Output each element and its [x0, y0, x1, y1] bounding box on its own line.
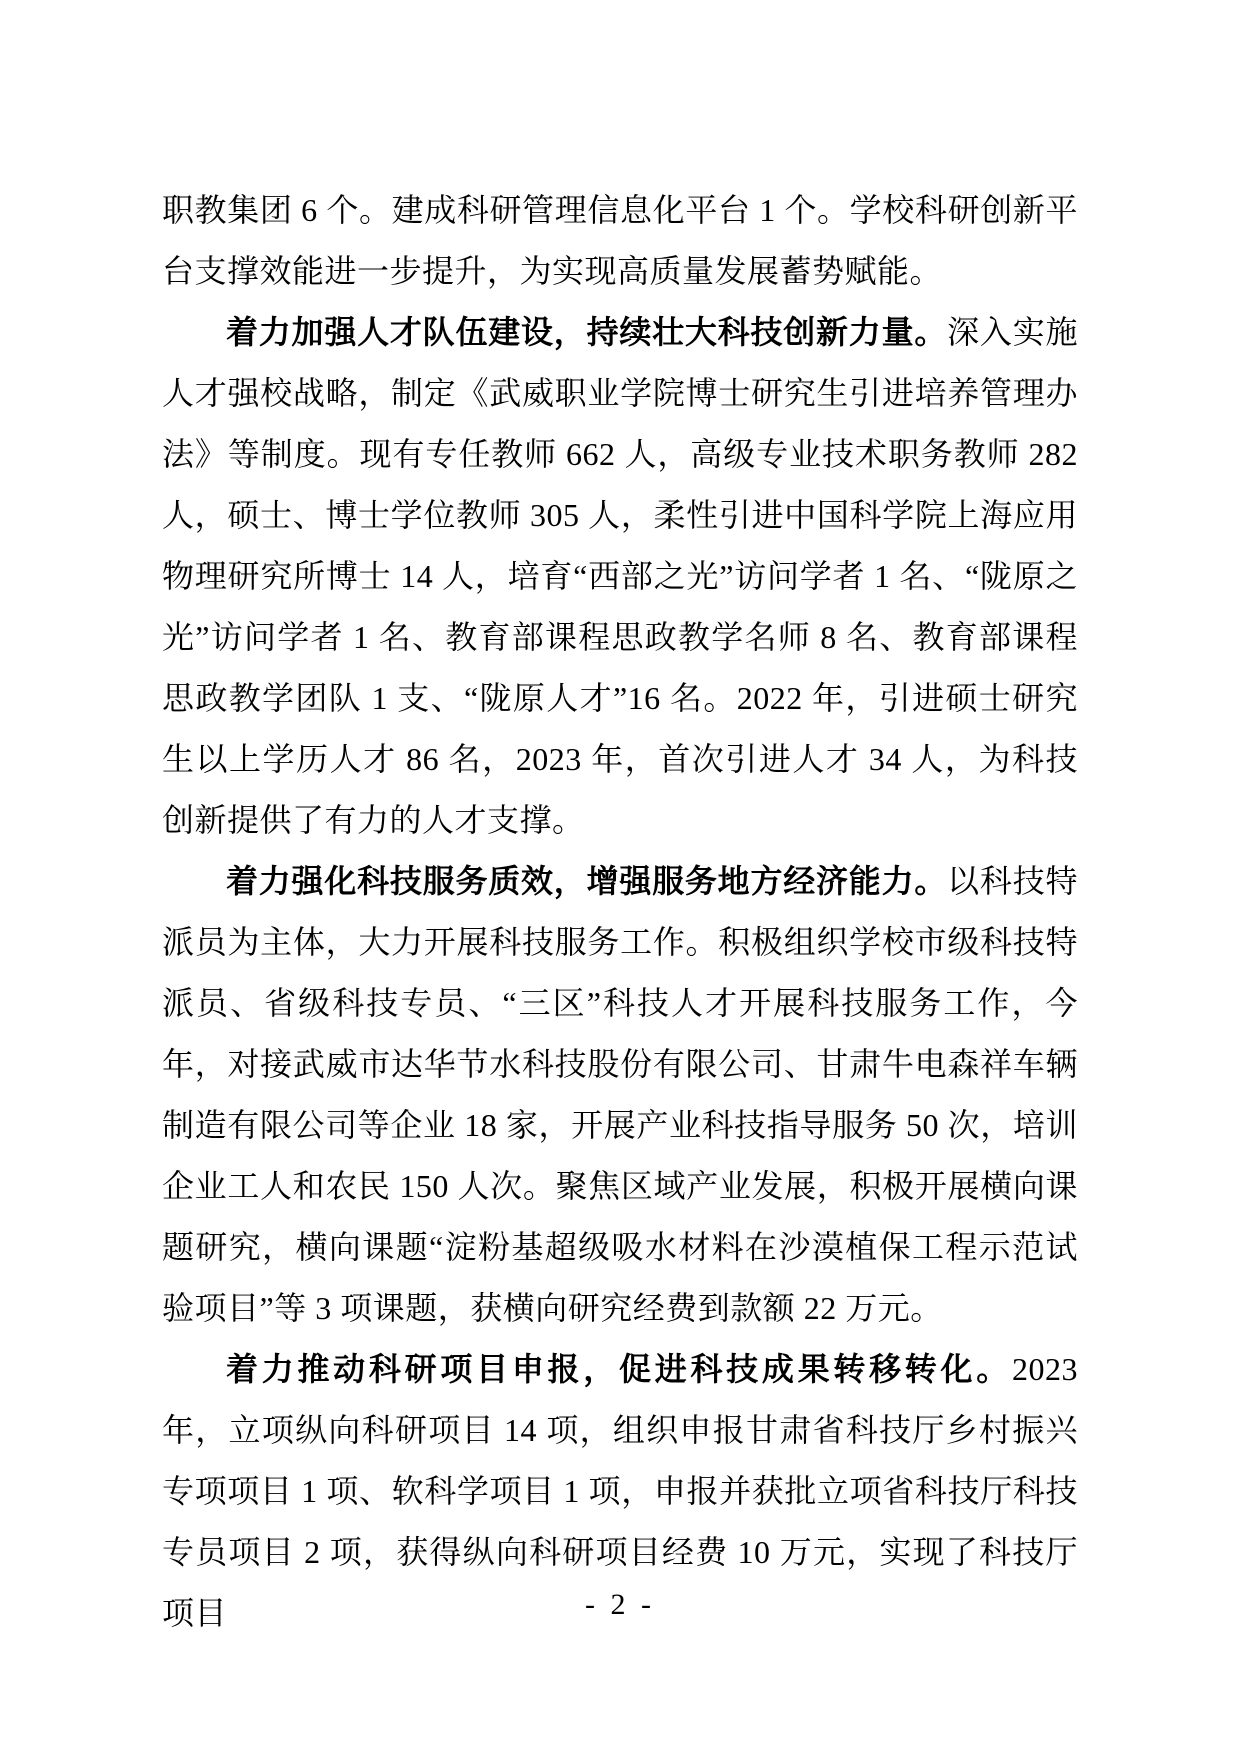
text-run: 职教集团 6 个。建成科研管理信息化平台 1 个。学校科研创新平台支撑效能进一步提升，为实现高质量发展蓄势赋能。	[162, 192, 1078, 289]
paragraph	[162, 180, 1078, 302]
paragraph-lead-bold-run: 着力推动科研项目申报，促进科技成果转移转化。	[226, 1351, 1012, 1387]
document-body-text	[162, 180, 1078, 1644]
paragraph-lead-bold-run: 着力强化科技服务质效，增强服务地方经济能力。	[226, 863, 948, 899]
text-run: 以科技特派员为主体，大力开展科技服务工作。积极组织学校市级科技特派员、省级科技专员、“三区”科技人才开展科技服务工作，今年，对接武威市达华节水科技股份有限公司、甘肃牛电森祥车辆制造有限公司等企业 18 家，开展产业科技指导服务 50 次，培训企业工人和农民 150 人次。聚焦区域产业发展，积极开展横向课题研究，横向课题“淀粉基超级吸水材料在沙漠植保工程示范试验项目”等 3 项课题，获横向研究经费到款额 22 万元。	[162, 863, 1078, 1326]
page-number: - 2 -	[585, 1588, 655, 1621]
text-run: 深入实施人才强校战略，制定《武威职业学院博士研究生引进培养管理办法》等制度。现有专任教师 662 人，高级专业技术职务教师 282 人，硕士、博士学位教师 305 人，柔性引进中国科学院上海应用物理研究所博士 14 人，培育“西部之光”访问学者 1 名、“陇原之光”访问学者 1 名、教育部课程思政教学名师 8 名、教育部课程思政教学团队 1 支、“陇原人才”16 名。2022 年，引进硕士研究生以上学历人才 86 名，2023 年，首次引进人才 34 人，为科技创新提供了有力的人才支撑。	[162, 314, 1078, 838]
paragraph	[162, 851, 1078, 1339]
paragraph-lead-bold-run: 着力加强人才队伍建设，持续壮大科技创新力量。	[226, 314, 948, 350]
paragraph	[162, 302, 1078, 851]
text-run: 2023 年，立项纵向科研项目 14 项，组织申报甘肃省科技厅乡村振兴专项项目 1 项、软科学项目 1 项，申报并获批立项省科技厅科技专员项目 2 项，获得纵向科研项目经费 10 万元，实现了科技厅项目	[162, 1351, 1078, 1631]
